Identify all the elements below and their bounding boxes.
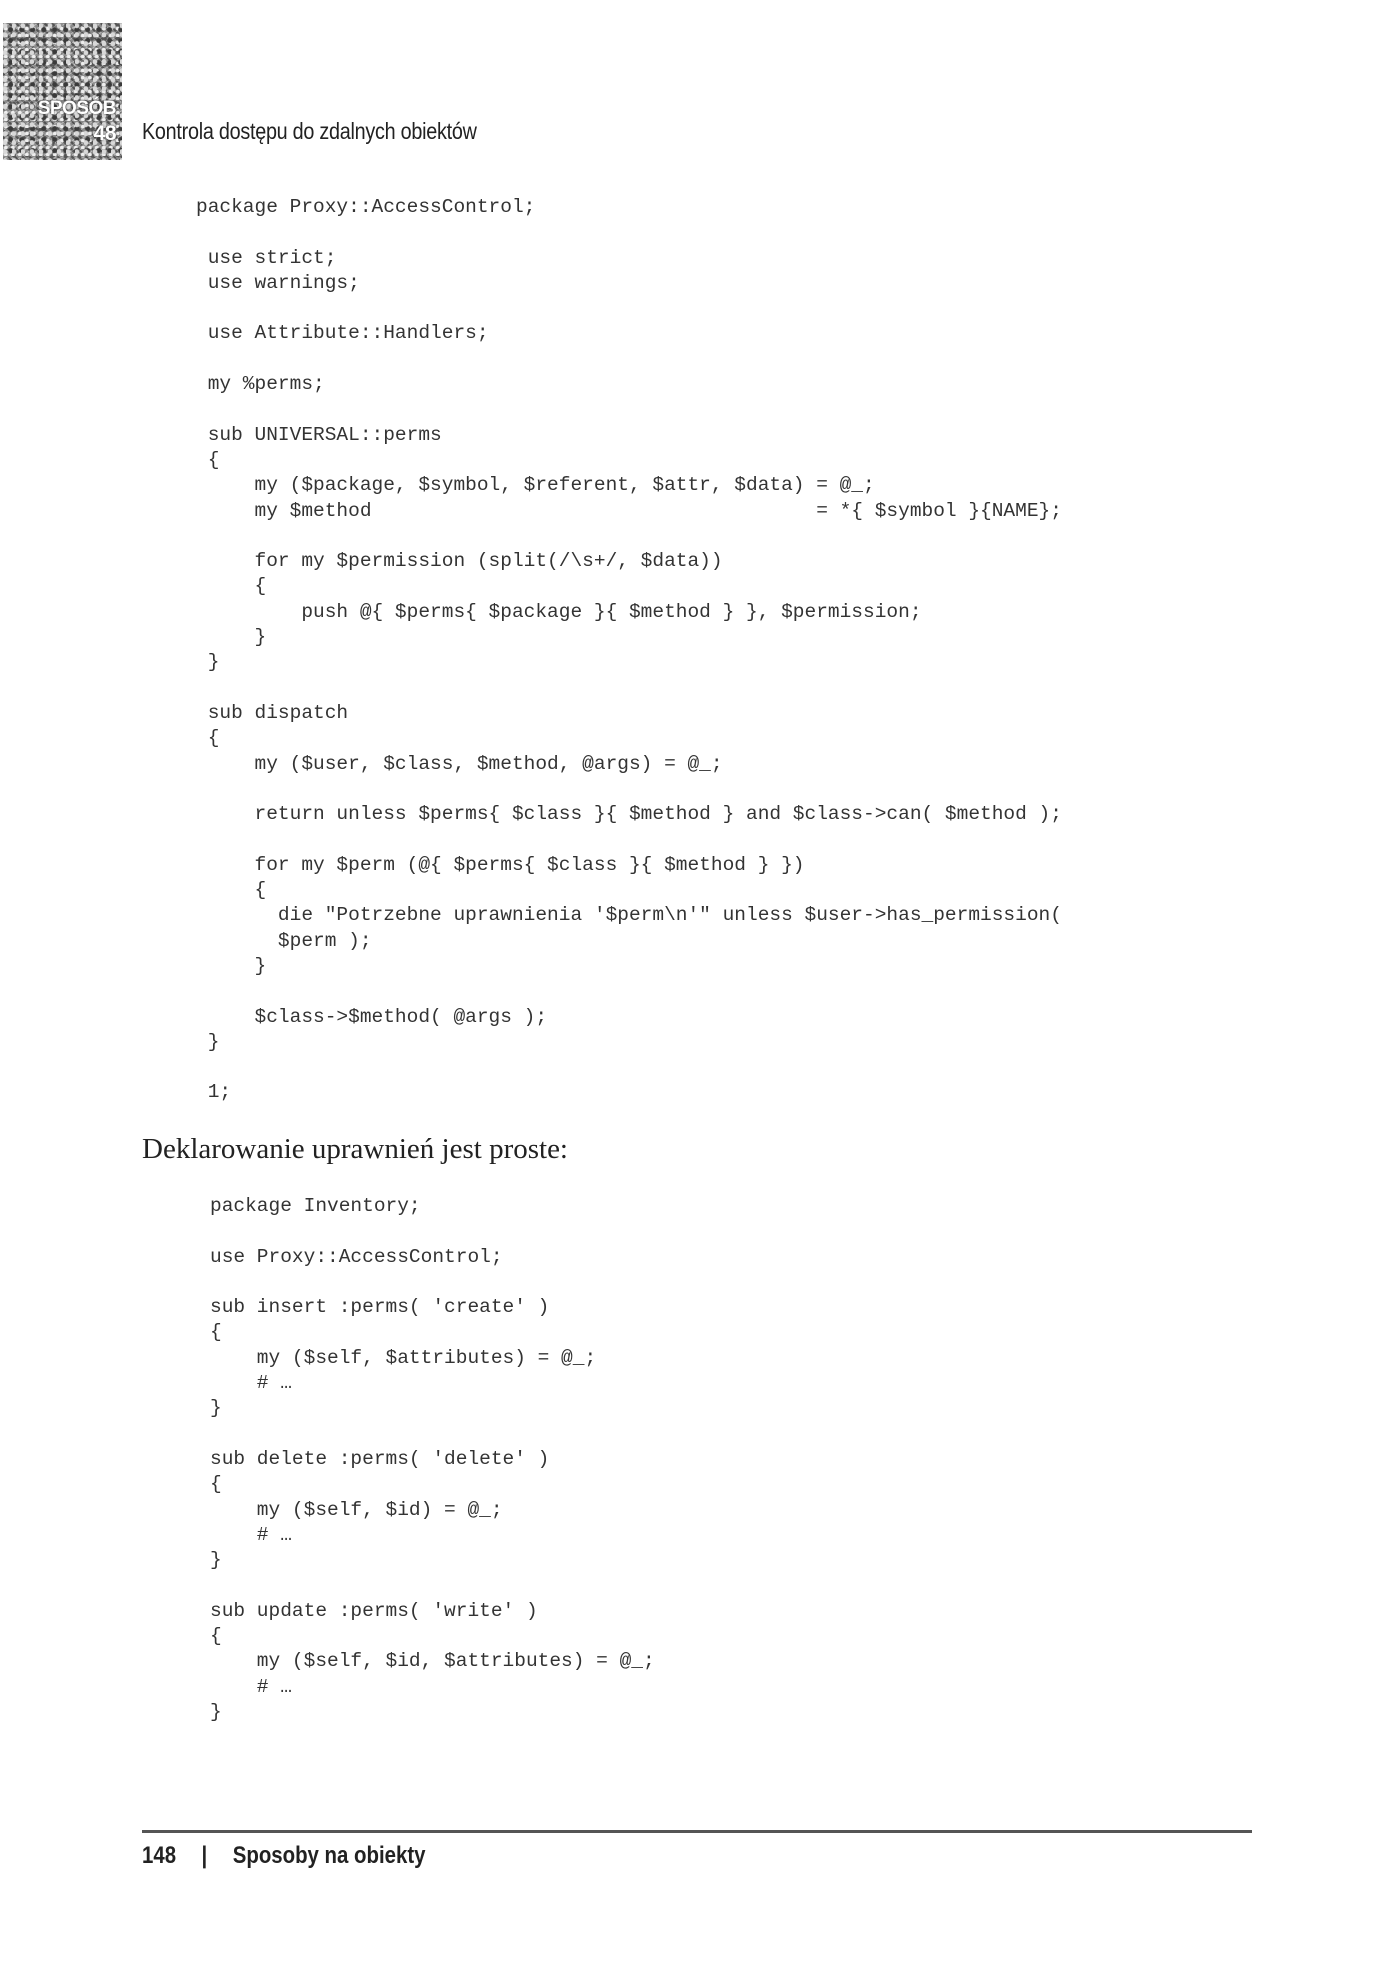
book-title: Sposoby na obiekty bbox=[232, 1842, 426, 1869]
footer-separator: | bbox=[201, 1842, 208, 1869]
badge-label: SPOSÓB bbox=[37, 98, 116, 119]
page-header-title: Kontrola dostępu do zdalnych obiektów bbox=[142, 118, 477, 144]
chapter-badge bbox=[3, 23, 122, 160]
section-text: Deklarowanie uprawnień jest proste: bbox=[142, 1133, 568, 1165]
page-footer bbox=[142, 1842, 425, 1870]
code-listing-access-control: package Proxy::AccessControl; use strict; use warnings; use Attribute::Handlers; my %perms; sub UNIVERSAL::perms { my ($package, $symbol, $referent, $attr, $data) = @_; my $method = *{ $symbol }{NAME}; for my $permission (split(/\s+/, $data)) { push @{ $perms{ $package }{ $method } }, $permission; } } sub dispatch { my ($user, $class, $method, @args) = @_; return unless $perms{ $class }{ $method } and $class->can( $method ); for my $perm (@{ $perms{ $class }{ $method } }) { die "Potrzebne uprawnienia '$perm\n'" unless $user->has_permission( $perm ); } $class->$method( @args ); } 1; bbox=[196, 196, 1062, 1104]
badge-number: 48 bbox=[93, 122, 116, 145]
page-number: 148 bbox=[142, 1842, 177, 1869]
footer-divider bbox=[142, 1830, 1252, 1833]
code-listing-inventory: package Inventory; use Proxy::AccessControl; sub insert :perms( 'create' ) { my ($self, $attributes) = @_; # … } sub delete :perms( 'delete' ) { my ($self, $id) = @_; # … } sub update :perms( 'write' ) { my ($self, $id, $attributes) = @_; # … } bbox=[210, 1195, 655, 1723]
